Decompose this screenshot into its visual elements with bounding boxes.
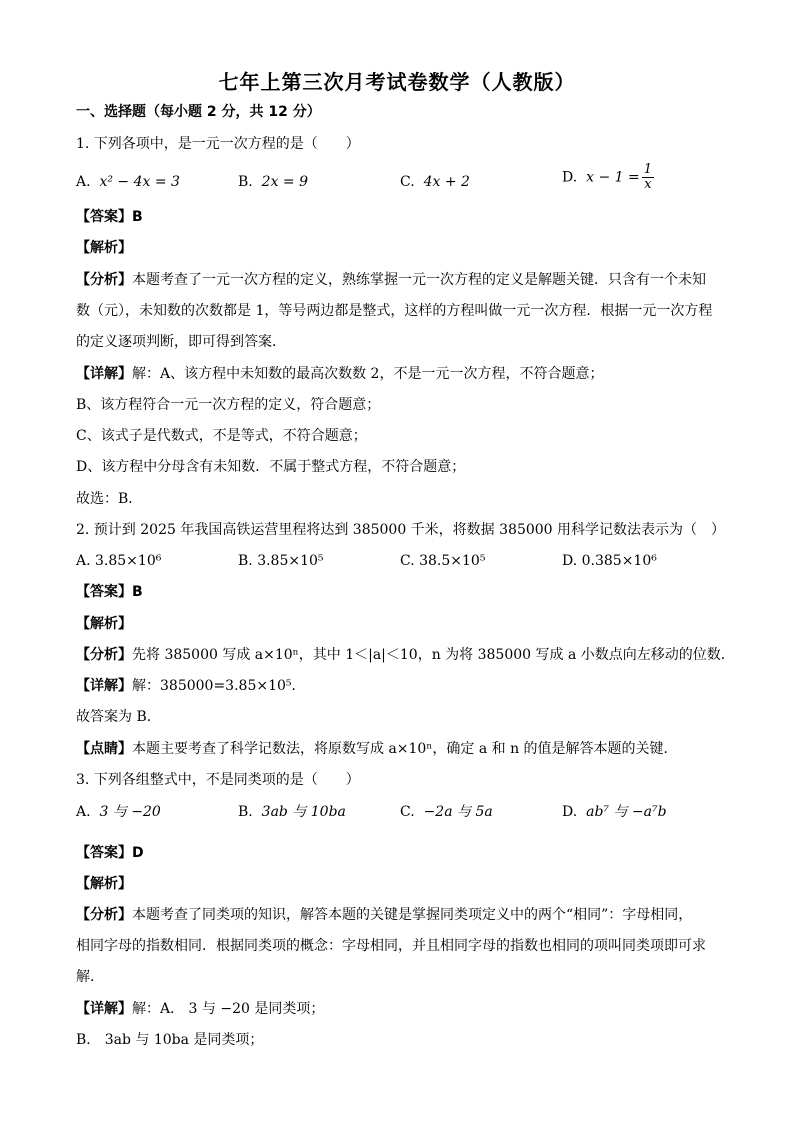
- q1-line-c: C、该式子是代数式，不是等式，不符合题意；: [76, 428, 367, 444]
- q1-analysis-tag: 【解析】: [76, 240, 132, 256]
- q3-stem: 3. 下列各组整式中，不是同类项的是（ ）: [76, 772, 360, 788]
- q1-option-a: A. x² − 4x = 3: [76, 174, 180, 190]
- q1-line-b: B、该方程符合一元一次方程的定义，符合题意；: [76, 397, 381, 413]
- q2-stem: 2. 预计到 2025 年我国高铁运营里程将达到 385000 千米，将数据 385000 用科学记数法表示为（ ）: [76, 522, 726, 538]
- q1-fenxi-line-1: 【分析】本题考查了一元一次方程的定义，熟练掌握一元一次方程的定义是解题关键．只含有一个未知: [76, 272, 706, 288]
- q1-option-b: B. 2x = 9: [238, 174, 308, 190]
- q3-option-b: B. 3ab 与 10ba: [238, 804, 346, 820]
- q1-fenxi-line-2: 数（元），未知数的次数都是 1，等号两边都是整式，这样的方程叫做一元一次方程．根据一元一次方程: [76, 303, 713, 319]
- q2-option-a: A. 3.85×10⁶: [76, 553, 162, 569]
- q2-option-c: C. 38.5×10⁵: [400, 553, 486, 569]
- q1-conclusion: 故选：B．: [76, 491, 143, 507]
- q2-answer: 【答案】B: [76, 584, 143, 600]
- q1-option-c: C. 4x + 2: [400, 174, 470, 190]
- q3-fenxi-line-1: 【分析】本题考查了同类项的知识，解答本题的关键是掌握同类项定义中的两个“相同”：字母相同，: [76, 907, 693, 923]
- q3-line-b: B． 3ab 与 10ba 是同类项；: [76, 1032, 264, 1048]
- q2-xiangjie-line-1: 【详解】解：385000=3.85×10⁵．: [76, 678, 306, 694]
- q2-conclusion: 故答案为 B．: [76, 709, 161, 725]
- q2-analysis-tag: 【解析】: [76, 616, 132, 632]
- q1-stem: 1. 下列各项中，是一元一次方程的是（ ）: [76, 136, 360, 152]
- q1-answer: 【答案】B: [76, 209, 143, 225]
- q2-dianjing-line-1: 【点睛】本题主要考查了科学记数法，将原数写成 a×10ⁿ，确定 a 和 n 的值是解答本题的关键．: [76, 741, 678, 757]
- q2-option-b: B. 3.85×10⁵: [238, 553, 324, 569]
- q1-line-d: D、该方程中分母含有未知数．不属于整式方程，不符合题意；: [76, 459, 466, 475]
- q3-option-d: D. ab⁷ 与 −a⁷b: [562, 804, 667, 820]
- q1-fenxi-line-3: 的定义逐项判断，即可得到答案．: [76, 334, 286, 350]
- q3-answer: 【答案】D: [76, 845, 144, 861]
- fraction: $\frac{1}{x}$: [643, 162, 652, 192]
- q2-option-d: D. 0.385×10⁶: [562, 553, 657, 569]
- q1-option-d: D. x − 1 = $\frac{1}{x}$: [562, 162, 652, 192]
- q3-option-c: C. −2a 与 5a: [400, 804, 493, 820]
- page-title: 七年上第三次月考试卷数学（人教版）: [218, 70, 576, 94]
- section-heading: 一、选择题（每小题 2 分，共 12 分）: [76, 104, 321, 120]
- q3-xiangjie-line-1: 【详解】解：A． 3 与 −20 是同类项；: [76, 1001, 325, 1017]
- q1-xiangjie-line-1: 【详解】解：A、该方程中未知数的最高次数数 2，不是一元一次方程，不符合题意；: [76, 366, 604, 382]
- q3-analysis-tag: 【解析】: [76, 876, 132, 892]
- q3-option-a: A. 3 与 −20: [76, 804, 161, 820]
- q2-fenxi-line-1: 【分析】先将 385000 写成 a×10ⁿ，其中 1＜|a|＜10，n 为将 385000 写成 a 小数点向左移动的位数．: [76, 647, 735, 663]
- q3-fenxi-line-2: 相同字母的指数相同．根据同类项的概念：字母相同，并且相同字母的指数也相同的项叫同类项即可求: [76, 938, 706, 954]
- q3-fenxi-line-3: 解．: [76, 969, 104, 985]
